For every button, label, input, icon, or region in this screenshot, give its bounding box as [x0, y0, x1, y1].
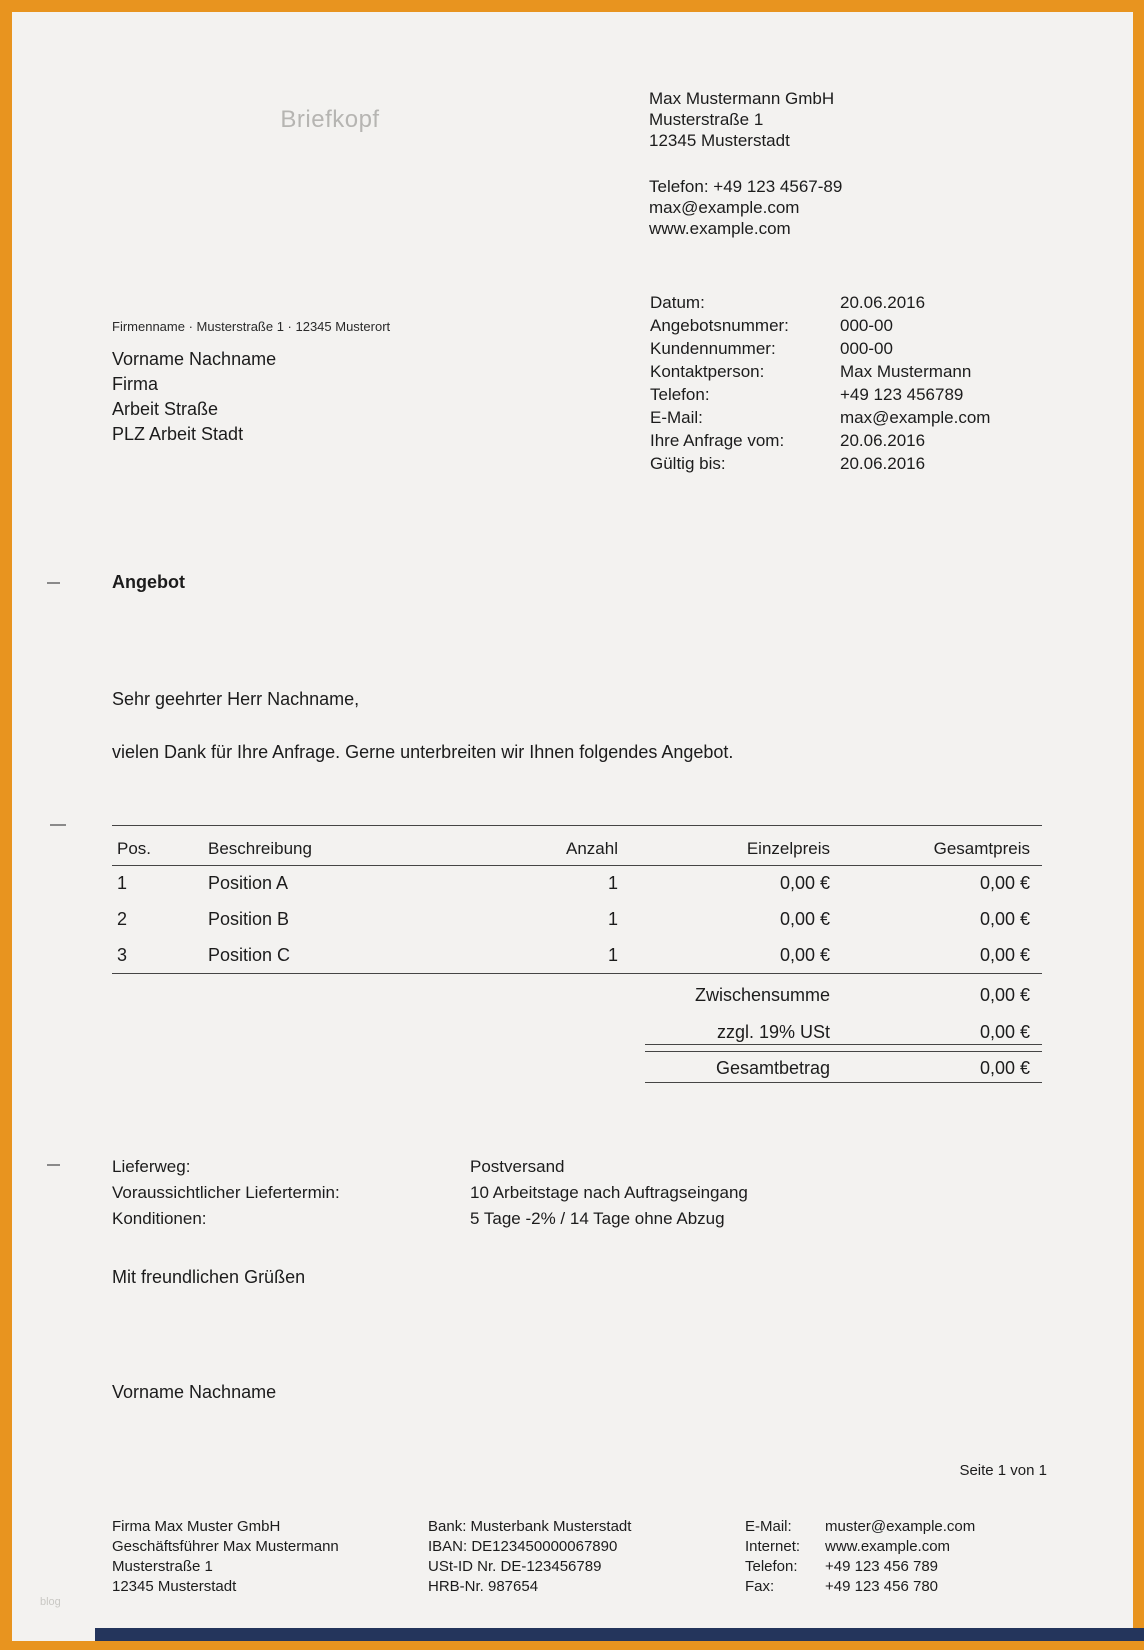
- signature-name: Vorname Nachname: [112, 1382, 277, 1402]
- totals-row-vat: [112, 1018, 1042, 1046]
- totals-rule-bottom: [645, 1082, 1042, 1083]
- meta-row-quote-number: Angebotsnummer: 000-00: [650, 316, 893, 335]
- recipient-name: Vorname Nachname: [112, 349, 277, 369]
- footer-street: Musterstraße 1: [112, 1558, 213, 1575]
- company-street: Musterstraße 1: [649, 110, 764, 129]
- company-address-block: [649, 88, 842, 239]
- footer-bank-column: [428, 1517, 631, 1597]
- watermark-text: blog: [40, 1596, 61, 1608]
- footer-row-email: E-Mail: muster@example.com: [745, 1518, 976, 1535]
- footer-managing-director: Geschäftsführer Max Mustermann: [112, 1538, 339, 1555]
- vat-label: zzgl. 19% USt: [716, 1021, 830, 1042]
- footer-hrb-number: HRB-Nr. 987654: [428, 1578, 539, 1595]
- item-pos: 2: [117, 909, 128, 929]
- frame-top-border: [0, 0, 1144, 12]
- vat-value: 0,00 €: [979, 1021, 1030, 1042]
- column-header-description: Beschreibung: [208, 838, 312, 858]
- company-website: www.example.com: [649, 219, 791, 238]
- page-indicator: Seite 1 von 1: [959, 1462, 1047, 1479]
- table-rule-items-bottom: [112, 973, 1042, 974]
- table-header-row: [112, 832, 1042, 865]
- item-pos: 3: [117, 945, 128, 965]
- frame-bottom-border: [0, 1641, 1144, 1650]
- column-header-unit-price: Einzelpreis: [746, 838, 830, 858]
- fold-mark-top: [47, 582, 60, 584]
- bottom-navy-bar: [95, 1628, 1144, 1641]
- subtotal-value: 0,00 €: [979, 984, 1030, 1005]
- item-total-price: 0,00 €: [979, 873, 1030, 893]
- frame-left-border: [0, 0, 12, 1650]
- footer-contact-column: [745, 1517, 975, 1597]
- table-rule-top: [112, 825, 1042, 826]
- recipient-company: Firma: [112, 374, 158, 394]
- document-title: Angebot: [112, 572, 185, 592]
- salutation-line: Sehr geehrter Herr Nachname,: [112, 689, 360, 709]
- item-pos: 1: [117, 873, 128, 893]
- column-header-quantity: Anzahl: [566, 838, 618, 858]
- company-city: 12345 Musterstadt: [649, 131, 790, 150]
- footer-company-name: Firma Max Muster GmbH: [112, 1518, 281, 1535]
- closing-line: Mit freundlichen Grüßen: [112, 1267, 306, 1287]
- table-row: [112, 938, 1042, 973]
- letterhead-placeholder: Briefkopf: [280, 106, 380, 133]
- item-quantity: 1: [607, 909, 618, 929]
- column-header-total-price: Gesamtpreis: [933, 838, 1030, 858]
- table-row: [112, 902, 1042, 937]
- item-description: Position A: [208, 873, 289, 893]
- meta-row-date: Datum: 20.06.2016: [650, 293, 926, 312]
- footer-company-column: [112, 1517, 339, 1597]
- meta-row-inquiry-date: Ihre Anfrage vom: 20.06.2016: [650, 431, 926, 450]
- item-unit-price: 0,00 €: [779, 873, 830, 893]
- table-row: [112, 866, 1042, 901]
- totals-rule-upper: [645, 1044, 1042, 1045]
- quote-meta-block: [650, 291, 990, 475]
- company-name: Max Mustermann GmbH: [649, 89, 835, 108]
- punch-mark-center: [50, 824, 66, 826]
- item-quantity: 1: [607, 945, 618, 965]
- grand-total-label: Gesamtbetrag: [715, 1057, 830, 1078]
- condition-row-payment-terms: Konditionen: 5 Tage -2% / 14 Tage ohne Abzug: [112, 1209, 725, 1228]
- grand-total-value: 0,00 €: [979, 1057, 1030, 1078]
- column-header-pos: Pos.: [117, 838, 152, 858]
- intro-paragraph: vielen Dank für Ihre Anfrage. Gerne unterbreiten wir Ihnen folgendes Angebot.: [112, 742, 734, 762]
- item-quantity: 1: [607, 873, 618, 893]
- item-description: Position C: [208, 945, 291, 965]
- item-total-price: 0,00 €: [979, 909, 1030, 929]
- item-unit-price: 0,00 €: [779, 909, 830, 929]
- company-email: max@example.com: [649, 198, 800, 217]
- footer-vat-id: USt-ID Nr. DE-123456789: [428, 1558, 602, 1575]
- recipient-city: PLZ Arbeit Stadt: [112, 424, 244, 444]
- fold-mark-bottom: [47, 1164, 60, 1166]
- condition-row-delivery-method: Lieferweg: Postversand: [112, 1157, 565, 1176]
- company-phone: Telefon: +49 123 4567-89: [649, 177, 843, 196]
- totals-rule-upper-double: [645, 1051, 1042, 1052]
- footer-city: 12345 Musterstadt: [112, 1578, 237, 1595]
- item-unit-price: 0,00 €: [779, 945, 830, 965]
- totals-row-grand-total: [112, 1054, 1042, 1082]
- condition-row-delivery-date: Voraussichtlicher Liefertermin: 10 Arbeitstage nach Auftragseingang: [112, 1183, 748, 1202]
- meta-row-valid-until: Gültig bis: 20.06.2016: [650, 454, 926, 473]
- meta-row-email: E-Mail: max@example.com: [650, 408, 991, 427]
- footer-row-phone: Telefon: +49 123 456 789: [745, 1558, 939, 1575]
- footer-iban: IBAN: DE123450000067890: [428, 1538, 618, 1555]
- footer-row-fax: Fax: +49 123 456 780: [745, 1578, 939, 1595]
- totals-row-subtotal: [112, 981, 1042, 1009]
- meta-row-customer-number: Kundennummer: 000-00: [650, 339, 893, 358]
- sender-return-address-line: Firmenname · Musterstraße 1 · 12345 Musterort: [112, 319, 391, 334]
- meta-row-contact-person: Kontaktperson: Max Mustermann: [650, 362, 972, 381]
- recipient-address-block: [112, 347, 276, 447]
- footer-bank: Bank: Musterbank Musterstadt: [428, 1518, 632, 1535]
- meta-row-phone: Telefon: +49 123 456789: [650, 385, 964, 404]
- footer-row-internet: Internet: www.example.com: [745, 1538, 951, 1555]
- recipient-street: Arbeit Straße: [112, 399, 219, 419]
- frame-right-border: [1133, 0, 1144, 1650]
- subtotal-label: Zwischensumme: [694, 984, 830, 1005]
- item-description: Position B: [208, 909, 290, 929]
- item-total-price: 0,00 €: [979, 945, 1030, 965]
- delivery-conditions-block: [112, 1154, 748, 1232]
